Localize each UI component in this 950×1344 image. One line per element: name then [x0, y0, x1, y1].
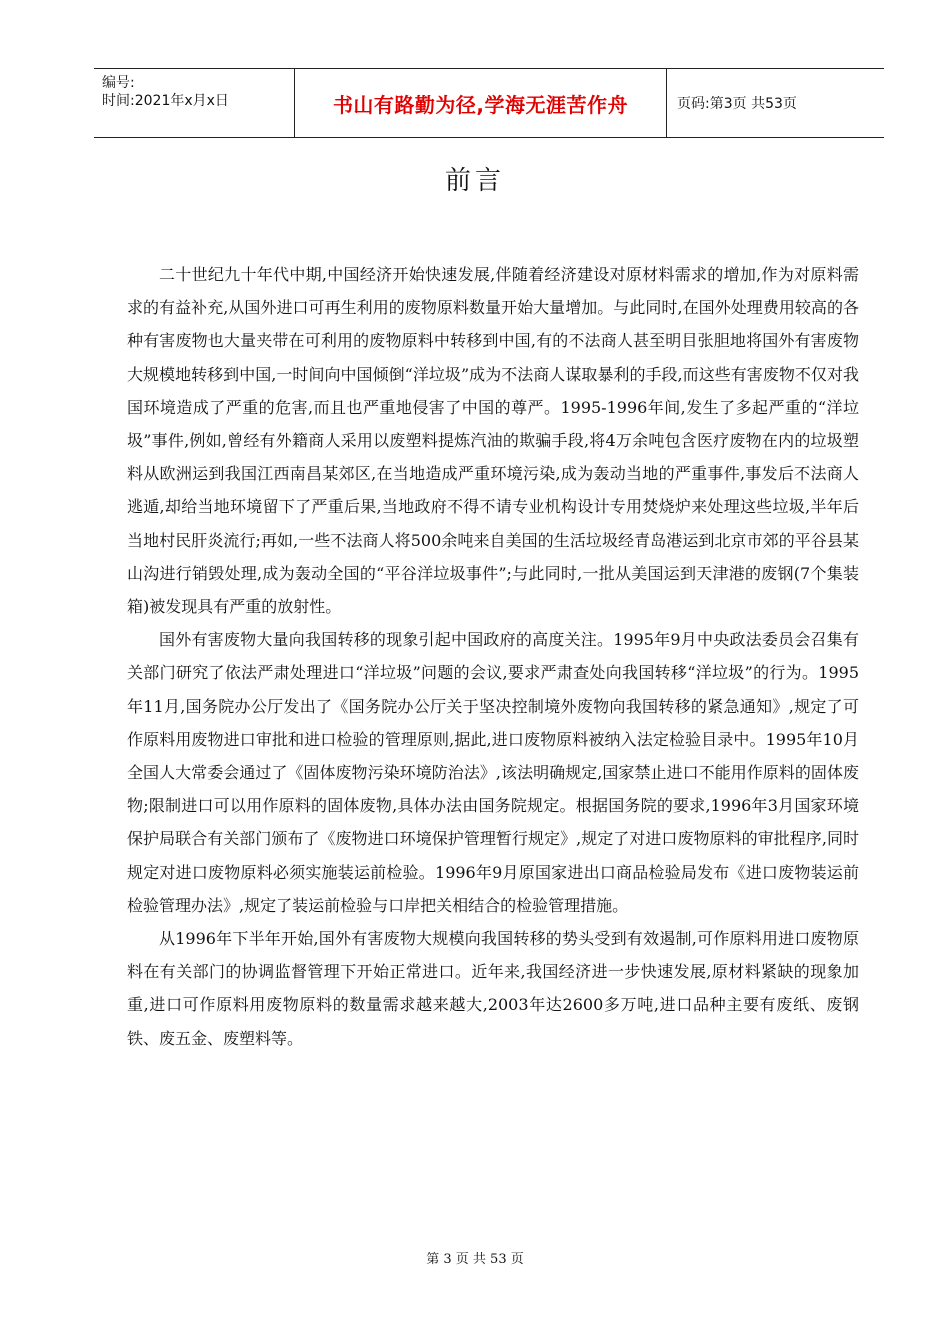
header-motto: 书山有路勤为径,学海无涯苦作舟 [332, 92, 629, 117]
document-number-label: 编号: [102, 75, 135, 91]
header-page-info: 页码:第3页 共53页 [677, 96, 797, 112]
document-time: 时间:2021年x月x日 [102, 93, 229, 109]
paragraph-3: 从1996年下半年开始,国外有害废物大规模向我国转移的势头受到有效遏制,可作原料用进口废物原料在有关部门的协调监督管理下开始正常进口。近年来,我国经济进一步快速发展,原材料紧缺的现象加重,进口可作原料用废物原料的数量需求越来越大,2003年达2600多万吨,进口品种主要有废纸、废钢铁、废五金、废塑料等。 [127, 929, 859, 1048]
page-footer: 第 3 页 共 53 页 [426, 1252, 524, 1267]
document-body [127, 258, 859, 1055]
paragraph-2: 国外有害废物大量向我国转移的现象引起中国政府的高度关注。1995年9月中央政法委员会召集有关部门研究了依法严肃处理进口“洋垃圾”问题的会议,要求严肃查处向我国转移“洋垃圾”的行为。1995年11月,国务院办公厅发出了《国务院办公厅关于坚决控制境外废物向我国转移的紧急通知》,规定了可作原料用废物进口审批和进口检验的管理原则,据此,进口废物原料被纳入法定检验目录中。1995年10月全国人大常委会通过了《固体废物污染环境防治法》,该法明确规定,国家禁止进口不能用作原料的固体废物;限制进口可以用作原料的固体废物,具体办法由国务院规定。根据国务院的要求,1996年3月国家环境保护局联合有关部门颁布了《废物进口环境保护管理暂行规定》,规定了对进口废物原料的审批程序,同时规定对进口废物原料必须实施装运前检验。1996年9月原国家进出口商品检验局发布《进口废物装运前检验管理办法》,规定了装运前检验与口岸把关相结合的检验管理措施。 [127, 630, 859, 915]
page-title: 前言 [444, 166, 505, 196]
paragraph-1: 二十世纪九十年代中期,中国经济开始快速发展,伴随着经济建设对原材料需求的增加,作为对原料需求的有益补充,从国外进口可再生利用的废物原料数量开始大量增加。与此同时,在国外处理费用较高的各种有害废物也大量夹带在可利用的废物原料中转移到中国,有的不法商人甚至明目张胆地将国外有害废物大规模地转移到中国,一时间向中国倾倒“洋垃圾”成为不法商人谋取暴利的手段,而这些有害废物不仅对我国环境造成了严重的危害,而且也严重地侵害了中国的尊严。1995-1996年间,发生了多起严重的“洋垃圾”事件,例如,曾经有外籍商人采用以废塑料提炼汽油的欺骗手段,将4万余吨包含医疗废物在内的垃圾塑料从欧洲运到我国江西南昌某郊区,在当地造成严重环境污染,成为轰动当地的严重事件,事发后不法商人逃遁,却给当地环境留下了严重后果,当地政府不得不请专业机构设计专用焚烧炉来处理这些垃圾,半年后当地村民肝炎流行;再如,一些不法商人将500余吨来自美国的生活垃圾经青岛港运到北京市郊的平谷县某山沟进行销毁处理,成为轰动全国的“平谷洋垃圾事件”;与此同时,一批从美国运到天津港的废钢(7个集装箱)被发现具有严重的放射性。 [127, 265, 859, 617]
header-page-cell [667, 69, 884, 137]
header-meta-cell [94, 69, 295, 137]
page-header [94, 68, 884, 138]
header-motto-cell [295, 69, 667, 137]
